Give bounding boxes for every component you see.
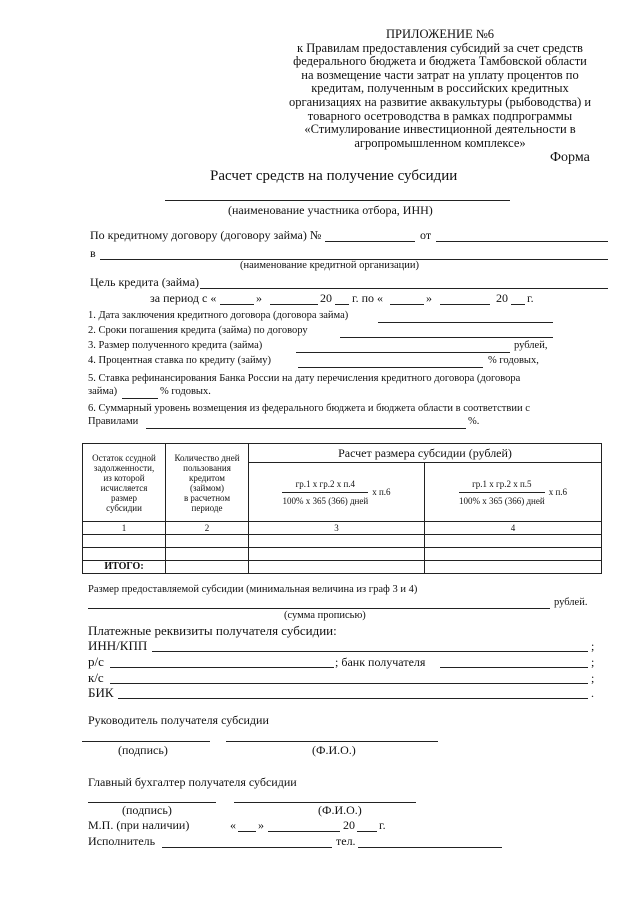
- bank-name-label: ; банк получателя: [335, 655, 426, 669]
- item-6-line[interactable]: [146, 428, 466, 429]
- col-number: 2: [166, 522, 249, 535]
- executor-label: Исполнитель: [88, 834, 156, 848]
- bik-period: .: [591, 686, 594, 700]
- bank-semicolon: ;: [591, 655, 595, 669]
- accountant-fio-caption: (Ф.И.О.): [318, 803, 362, 817]
- inn-line[interactable]: [152, 651, 588, 652]
- rubles-label: рублей.: [554, 597, 588, 608]
- col-number: 1: [83, 522, 166, 535]
- head-fio-caption: (Ф.И.О.): [312, 743, 356, 757]
- table-cell[interactable]: [425, 548, 602, 561]
- item-6-label: 6. Суммарный уровень возмещения из федерального бюджета и бюджета области в соответствии с: [88, 403, 530, 414]
- item-5-line[interactable]: [122, 398, 158, 399]
- period-from-month-line[interactable]: [270, 304, 318, 305]
- date-year-line[interactable]: [357, 831, 377, 832]
- item-5-label: 5. Ставка рефинансирования Банка России на дату перечисления кредитного договора (договора: [88, 373, 521, 384]
- date-year-suffix: г.: [379, 818, 386, 832]
- period-quote: »: [256, 291, 262, 305]
- executor-line[interactable]: [162, 847, 332, 848]
- period-from-year-line[interactable]: [335, 304, 349, 305]
- agreement-number-line[interactable]: [325, 241, 415, 242]
- item-1-label: 1. Дата заключения кредитного договора (договора займа): [88, 310, 349, 321]
- period-year-prefix: 20: [496, 291, 508, 305]
- item-6-unit: %.: [468, 416, 480, 427]
- appendix-line: «Стимулирование инвестиционной деятельности в: [304, 122, 576, 137]
- item-3-label: 3. Размер полученного кредита (займа): [88, 340, 263, 351]
- table-cell[interactable]: [166, 548, 249, 561]
- col-number: 4: [425, 522, 602, 535]
- period-to-month-line[interactable]: [440, 304, 490, 305]
- date-quote-close: »: [258, 818, 264, 832]
- credit-agreement-label: По кредитному договору (договору займа) №: [90, 228, 322, 242]
- period-from-label: за период с «: [150, 291, 217, 305]
- agreement-from-label: от: [420, 228, 432, 242]
- credit-purpose-line[interactable]: [200, 288, 608, 289]
- total-col3[interactable]: [249, 561, 425, 574]
- period-quote: »: [426, 291, 432, 305]
- bank-name-line[interactable]: [440, 667, 588, 668]
- phone-line[interactable]: [358, 847, 502, 848]
- item-5-unit: % годовых.: [160, 386, 211, 397]
- item-2-label: 2. Сроки погашения кредита (займа) по договору: [88, 325, 308, 336]
- date-month-line[interactable]: [268, 831, 340, 832]
- participant-name-line[interactable]: [165, 200, 510, 201]
- item-6-label-cont: Правилами: [88, 416, 139, 427]
- table-cell[interactable]: [83, 535, 166, 548]
- table-cell[interactable]: [249, 535, 425, 548]
- credit-purpose-label: Цель кредита (займа): [90, 275, 200, 289]
- period-to-year-line[interactable]: [511, 304, 525, 305]
- subsidy-calc-table: [82, 443, 602, 574]
- table-cell[interactable]: [425, 535, 602, 548]
- table-cell[interactable]: [166, 535, 249, 548]
- appendix-line: агропромышленном комплексе»: [354, 135, 526, 150]
- date-quote-open: «: [230, 818, 236, 832]
- appendix-line: федерального бюджета и бюджета Тамбовской области: [293, 54, 587, 69]
- stamp-label: М.П. (при наличии): [88, 818, 190, 832]
- item-3-unit: рублей,: [514, 340, 548, 351]
- formula-col3: $\frac{\text{гр.1 х гр.2 х п.4}}{\text{100\% х 365 (366) дней}}$ х п.6: [249, 463, 425, 522]
- inn-label: ИНН/КПП: [88, 638, 148, 653]
- form-label: Форма: [550, 150, 590, 165]
- bik-line[interactable]: [118, 698, 588, 699]
- rs-label: р/с: [88, 654, 104, 669]
- accountant-sign-caption: (подпись): [122, 803, 172, 817]
- col1-header: Остаток ссудной задолженности, из которой исчисляется размер субсидии: [83, 444, 166, 522]
- ks-line[interactable]: [110, 683, 588, 684]
- inn-semicolon: ;: [591, 639, 595, 653]
- sum-caption: (сумма прописью): [284, 610, 366, 621]
- item-4-line[interactable]: [298, 367, 483, 368]
- table-cell[interactable]: [83, 548, 166, 561]
- calc-header: Расчет размера субсидии (рублей): [249, 444, 602, 463]
- appendix-line: на возмещение части затрат на уплату процентов по: [301, 67, 579, 82]
- accountant-title: Главный бухгалтер получателя субсидии: [88, 775, 297, 789]
- ks-label: к/с: [88, 670, 104, 685]
- item-2-line[interactable]: [340, 337, 553, 338]
- date-day-line[interactable]: [238, 831, 256, 832]
- head-fio-line[interactable]: [226, 741, 438, 742]
- appendix-title: ПРИЛОЖЕНИЕ №6: [385, 27, 495, 41]
- item-3-line[interactable]: [296, 352, 510, 353]
- subsidy-sum-line[interactable]: [88, 608, 550, 609]
- bik-label: БИК: [88, 685, 114, 700]
- col2-header: Количество дней пользования кредитом (займом) в расчетном периоде: [166, 444, 249, 522]
- col-number: 3: [249, 522, 425, 535]
- credit-org-prefix: в: [90, 246, 96, 260]
- bank-details-title: Платежные реквизиты получателя субсидии:: [88, 623, 337, 638]
- document-title: Расчет средств на получение субсидии: [210, 168, 458, 184]
- date-year-prefix: 20: [343, 818, 355, 832]
- table-cell[interactable]: [249, 548, 425, 561]
- head-title: Руководитель получателя субсидии: [88, 713, 269, 727]
- period-to-label: г. по «: [352, 291, 383, 305]
- total-col4[interactable]: [425, 561, 602, 574]
- item-4-unit: % годовых,: [488, 355, 539, 366]
- item-5-label-cont: займа): [88, 386, 118, 397]
- formula-col4: $\frac{\text{гр.1 х гр.2 х п.5}}{\text{100\% х 365 (366) дней}}$ х п.6: [425, 463, 602, 522]
- ks-semicolon: ;: [591, 671, 595, 685]
- item-1-line[interactable]: [378, 322, 553, 323]
- appendix-block: [270, 28, 610, 150]
- table-cell[interactable]: [166, 561, 249, 574]
- rs-line[interactable]: [110, 667, 334, 668]
- phone-label: тел.: [336, 834, 356, 848]
- period-to-day-line[interactable]: [390, 304, 424, 305]
- appendix-line: кредитам, полученным в российских кредитных: [311, 81, 569, 96]
- head-signature-line[interactable]: [82, 741, 210, 742]
- appendix-line: организациях на развитие аквакультуры (рыбоводства) и: [288, 94, 592, 109]
- period-from-day-line[interactable]: [220, 304, 254, 305]
- item-4-label: 4. Процентная ставка по кредиту (займу): [88, 355, 271, 366]
- period-year-prefix: 20: [320, 291, 332, 305]
- head-sign-caption: (подпись): [118, 743, 168, 757]
- subsidy-size-label: Размер предоставляемой субсидии (минимальная величина из граф 3 и 4): [88, 584, 418, 595]
- appendix-line: к Правилам предоставления субсидий за счет средств: [297, 40, 583, 55]
- agreement-date-line[interactable]: [436, 241, 608, 242]
- credit-org-caption: (наименование кредитной организации): [240, 260, 419, 271]
- participant-caption: (наименование участника отбора, ИНН): [228, 203, 433, 217]
- total-label: ИТОГО:: [83, 561, 166, 574]
- period-year-suffix: г.: [527, 291, 534, 305]
- appendix-line: товарного осетроводства в рамках подпрограммы: [307, 108, 573, 123]
